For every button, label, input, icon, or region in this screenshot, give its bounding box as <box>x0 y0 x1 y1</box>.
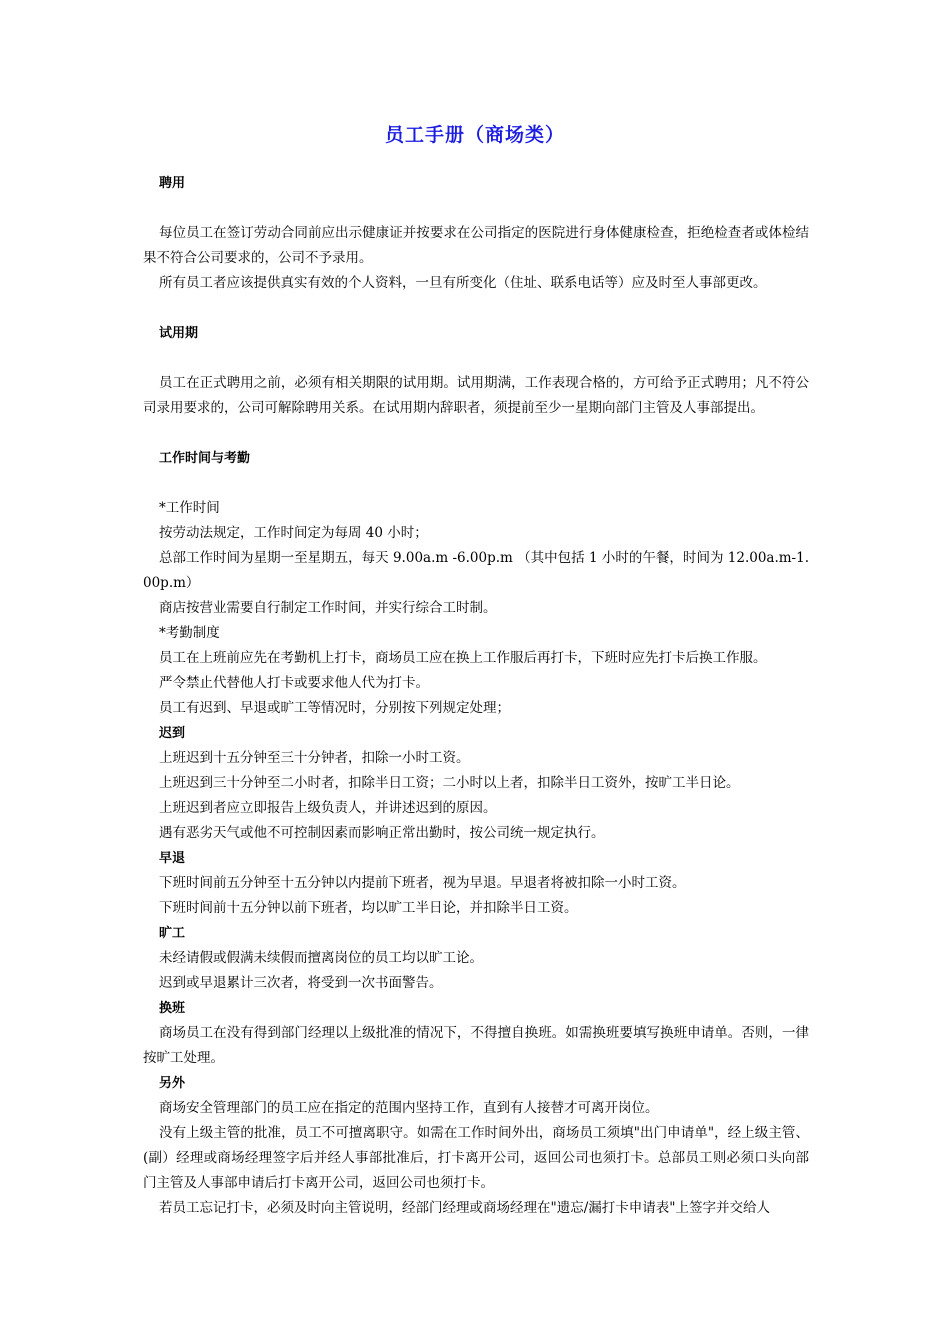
paragraph: 商场员工在没有得到部门经理以上级批准的情况下，不得擅自换班。如需换班要填写换班申请单。否则，一律按旷工处理。 <box>143 1025 809 1066</box>
section-heading-probation: 试用期 <box>159 326 199 341</box>
paragraph: 遇有恶劣天气或他不可控制因素而影响正常出勤时，按公司统一规定执行。 <box>159 825 605 841</box>
paragraph: 每位员工在签订劳动合同前应出示健康证并按要求在公司指定的医院进行身体健康检查，拒绝检查者或体检结果不符合公司要求的，公司不予录用。 <box>143 225 809 266</box>
section-heading-hiring: 聘用 <box>159 176 186 191</box>
subheading-other: 另外 <box>159 1076 186 1091</box>
paragraph: 商店按营业需要自行制定工作时间，并实行综合工时制。 <box>159 600 497 616</box>
spacer <box>143 421 809 446</box>
paragraph: 总部工作时间为星期一至星期五，每天 9.00a.m -6.00p.m （其中包括 1 小时的午餐，时间为 12.00a.m-1.00p.m） <box>143 550 809 591</box>
subheading-late: 迟到 <box>159 726 186 741</box>
paragraph: 所有员工者应该提供真实有效的个人资料，一旦有所变化（住址、联系电话等）应及时至人事部更改。 <box>159 275 767 291</box>
paragraph: 未经请假或假满未续假而擅离岗位的员工均以旷工论。 <box>159 950 483 966</box>
attendance-system-label: *考勤制度 <box>159 625 220 641</box>
paragraph: 若员工忘记打卡，必须及时向主管说明，经部门经理或商场经理在"遗忘/漏打卡申请表"上签字并交给人 <box>159 1200 770 1216</box>
paragraph: 按劳动法规定，工作时间定为每周 40 小时； <box>159 525 428 541</box>
paragraph: 严令禁止代替他人打卡或要求他人代为打卡。 <box>159 675 429 691</box>
paragraph: 商场安全管理部门的员工应在指定的范围内坚持工作，直到有人接替才可离开岗位。 <box>159 1100 659 1116</box>
document-body <box>143 171 809 1221</box>
section-heading-attendance: 工作时间与考勤 <box>159 451 251 466</box>
work-time-label: *工作时间 <box>159 500 220 516</box>
subheading-early-leave: 早退 <box>159 851 186 866</box>
paragraph: 迟到或早退累计三次者，将受到一次书面警告。 <box>159 975 443 991</box>
paragraph: 没有上级主管的批准，员工不可擅离职守。如需在工作时间外出，商场员工须填"出门申请单"，经上级主管、(副）经理或商场经理签字后并经人事部批准后，打卡离开公司，返回公司也须打卡。总部员工则必须口头向部门主管及人事部申请后打卡离开公司，返回公司也须打卡。 <box>143 1125 809 1191</box>
spacer <box>143 296 809 321</box>
paragraph: 上班迟到三十分钟至二小时者，扣除半日工资；二小时以上者，扣除半日工资外，按旷工半日论。 <box>159 775 740 791</box>
spacer <box>143 471 809 496</box>
paragraph: 上班迟到十五分钟至三十分钟者，扣除一小时工资。 <box>159 750 470 766</box>
paragraph: 上班迟到者应立即报告上级负责人，并讲述迟到的原因。 <box>159 800 497 816</box>
spacer <box>143 346 809 371</box>
page-title: 员工手册（商场类） <box>384 124 565 146</box>
paragraph: 员工在正式聘用之前，必须有相关期限的试用期。试用期满，工作表现合格的，方可给予正式聘用；凡不符公司录用要求的，公司可解除聘用关系。在试用期内辞职者，须提前至少一星期向部门主管及人事部提出。 <box>143 375 809 416</box>
subheading-shift-change: 换班 <box>159 1001 186 1016</box>
subheading-absence: 旷工 <box>159 926 186 941</box>
paragraph: 员工在上班前应先在考勤机上打卡，商场员工应在换上工作服后再打卡，下班时应先打卡后换工作服。 <box>159 650 767 666</box>
paragraph: 下班时间前十五分钟以前下班者，均以旷工半日论，并扣除半日工资。 <box>159 900 578 916</box>
paragraph: 下班时间前五分钟至十五分钟以内提前下班者，视为早退。早退者将被扣除一小时工资。 <box>159 875 686 891</box>
spacer <box>143 196 809 221</box>
paragraph: 员工有迟到、早退或旷工等情况时，分别按下列规定处理； <box>159 700 510 716</box>
